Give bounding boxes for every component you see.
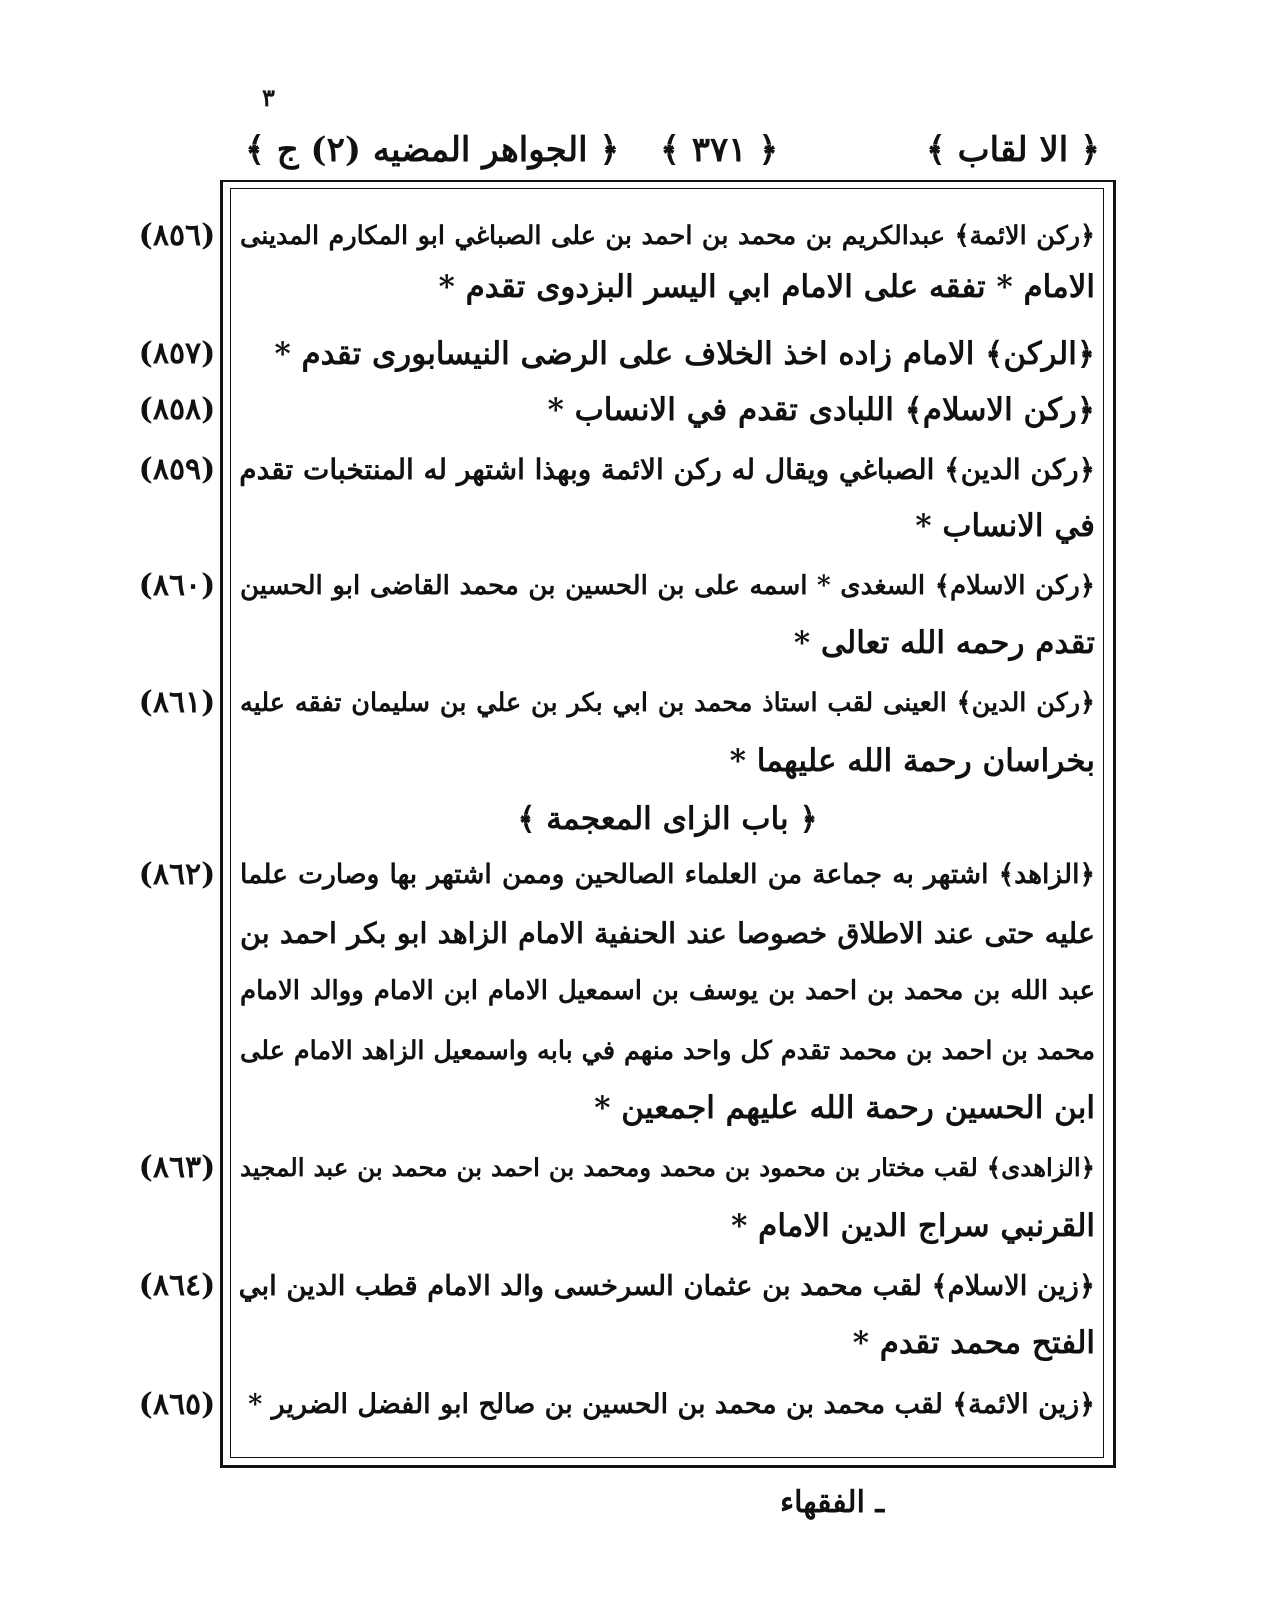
entry-line: في الانساب *: [915, 508, 1095, 544]
entry-line: ﴿ركن الاسلام﴾ اللبادى تقدم في الانساب *: [547, 392, 1095, 428]
entry-line: الامام * تفقه على الامام ابي اليسر البزدوى تقدم *: [438, 269, 1095, 305]
entry-line: ﴿ركن الدين﴾ الصباغي ويقال له ركن الائمة وبهذا اشتهر له المنتخبات تقدم: [239, 453, 1095, 486]
header-section: ﴿ الا لقاب ﴾: [925, 130, 1100, 170]
entry-number: (٨٦٣): [138, 1150, 216, 1185]
entry-number: (٨٦٢): [138, 857, 216, 892]
entry-number: (٨٥٧): [138, 336, 216, 371]
entry-number: (٨٦٥): [138, 1387, 216, 1422]
entry-line: ﴿ركن الائمة﴾ عبدالكريم بن محمد بن احمد بن على الصباغي ابو المكارم المدينى: [240, 221, 1095, 251]
entry-number: (٨٦٠): [138, 568, 216, 603]
entry-number: (٨٥٨): [138, 392, 216, 427]
page-mark: ٣: [262, 83, 275, 112]
entry-line: القرنبي سراج الدين الامام *: [731, 1208, 1095, 1244]
entry-line: عليه حتى عند الاطلاق خصوصا عند الحنفية الامام الزاهد ابو بكر احمد بن: [240, 916, 1095, 950]
footer-catchword: ـ الفقهاء: [780, 1485, 885, 1520]
entry-line: ﴿الركن﴾ الامام زاده اخذ الخلاف على الرضى النيسابورى تقدم *: [274, 336, 1095, 372]
entry-number: (٨٦١): [138, 685, 216, 720]
entry-line: ﴿ركن الاسلام﴾ السغدى * اسمه على بن الحسين بن محمد القاضى ابو الحسين: [240, 571, 1095, 601]
entry-line: ابن الحسين رحمة الله عليهم اجمعين *: [594, 1090, 1095, 1126]
entry-line: عبد الله بن محمد بن احمد بن يوسف بن اسمعيل الامام ابن الامام ووالد الامام: [240, 976, 1095, 1006]
entry-line: ﴿الزاهد﴾ اشتهر به جماعة من العلماء الصالحين وممن اشتهر بها وصارت علما: [240, 859, 1095, 890]
entry-line: ﴿زين الائمة﴾ لقب محمد بن محمد بن الحسين بن صالح ابو الفضل الضرير *: [248, 1389, 1095, 1420]
entry-line: تقدم رحمه الله تعالى *: [793, 625, 1095, 661]
header-title: ﴿ الجواهر المضيه (٢) ج ﴾: [245, 130, 620, 170]
entry-number: (٨٥٩): [138, 452, 216, 487]
entry-line: ﴿زين الاسلام﴾ لقب محمد بن عثمان السرخسى والد الامام قطب الدين ابي: [238, 1270, 1095, 1302]
entry-line: ﴿الزاهدى﴾ لقب مختار بن محمود بن محمد ومحمد بن احمد بن محمد بن عبد المجيد: [240, 1153, 1095, 1182]
header-page-number: ﴿ ٣٧١ ﴾: [660, 130, 779, 170]
entry-line: ﴿ركن الدين﴾ العينى لقب استاذ محمد بن ابي بكر بن علي بن سليمان تفقه عليه: [240, 688, 1095, 718]
entry-number: (٨٦٤): [138, 1268, 216, 1303]
chapter-heading: ﴿ باب الزاى المعجمة ﴾: [517, 801, 818, 837]
page-header: [245, 125, 1100, 175]
entry-line: بخراسان رحمة الله عليهما *: [729, 743, 1095, 779]
entry-line: محمد بن احمد بن محمد تقدم كل واحد منهم في بابه واسمعيل الزاهد الامام على: [240, 1036, 1095, 1066]
entry-number: (٨٥٦): [138, 218, 216, 253]
entry-line: الفتح محمد تقدم *: [852, 1325, 1095, 1361]
